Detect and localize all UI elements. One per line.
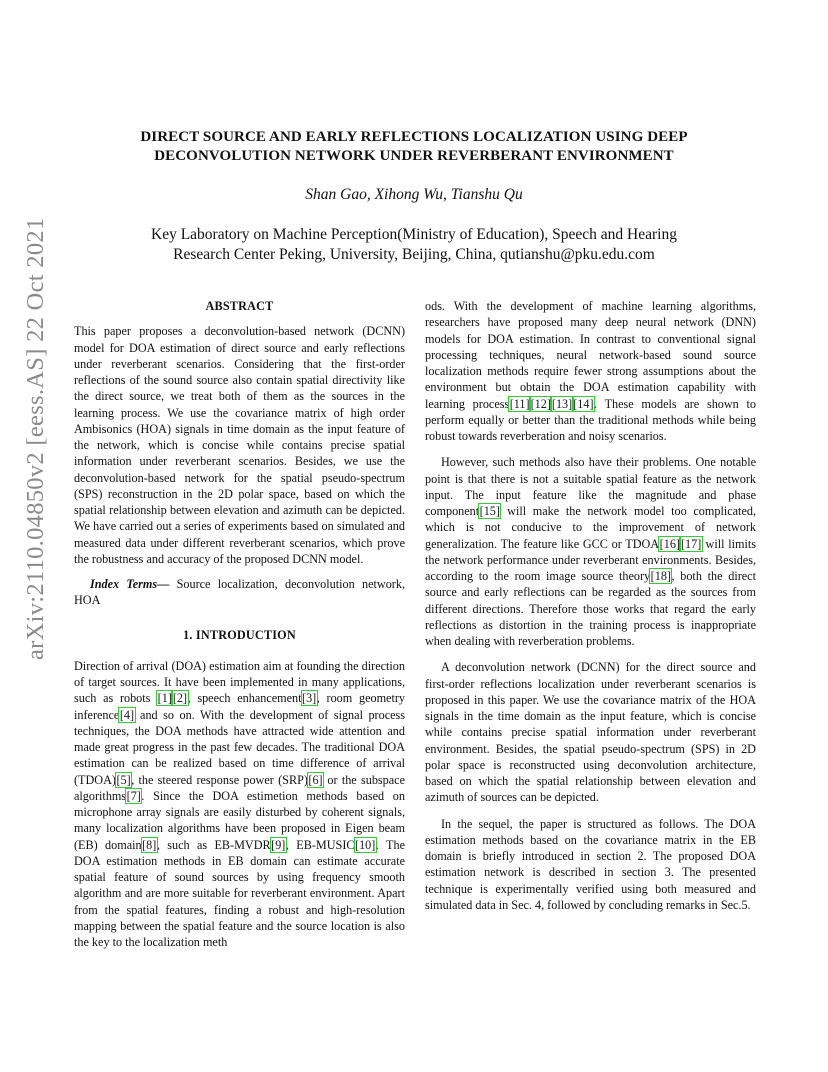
paper-title: [80, 128, 748, 166]
text-run: , room geometry inference: [74, 691, 405, 722]
citation-link[interactable]: [17]: [680, 536, 702, 551]
affiliation: [110, 225, 718, 265]
text-run: However, such methods also have their problems. One notable point is that there is not a suitable spatial feature as the network input. The input feature like the magnitude and phase component: [425, 455, 756, 518]
text-run: , both the direct source and early reflections can be regarded as the sources from different directions. Therefore those works that regard the early reflections as distortion in the training process is inappropriate when dealing with reverberation problems.: [425, 569, 756, 648]
citation-link[interactable]: [7]: [126, 788, 141, 803]
citation-link[interactable]: [11]: [509, 396, 530, 411]
text-run: will limits the network performance under reverberant environments. Besides, according to the room image source theory: [425, 536, 756, 583]
intro-paragraph-4: In the sequel, the paper is structured as follows. The DOA estimation methods based on the covariance matrix in the EB domain is briefly introduced in section 2. The proposed DOA estimation network is described in section 3. The presented technique is experimentally verified using both measured and simulated data in Sec. 4, followed by concluding remarks in Sec.5.: [425, 816, 756, 912]
index-terms-label: Index Terms—: [90, 577, 170, 591]
intro-paragraph-2: [425, 454, 756, 649]
authors: Shan Gao, Xihong Wu, Tianshu Qu: [305, 186, 523, 203]
citation-link[interactable]: [8]: [142, 837, 157, 852]
affiliation-line-1: Key Laboratory on Machine Perception(Ministry of Education), Speech and Hearing: [151, 226, 677, 243]
citation-link[interactable]: [3]: [302, 691, 317, 706]
citation-link[interactable]: [6]: [308, 772, 323, 787]
index-terms-text: Source localization, deconvolution network, HOA: [74, 577, 405, 608]
citation-link[interactable]: [5]: [116, 772, 131, 787]
intro-heading: 1. INTRODUCTION: [183, 627, 296, 642]
arxiv-stamp: arXiv:2110.04850v2 [eess.AS] 22 Oct 2021: [22, 217, 49, 660]
abstract-text: This paper proposes a deconvolution-based network (DCNN) model for DOA estimation of direct source and early reflections under reverberant scenarios. Considering that the first-order reflections of the sound source also contain spatial directivity like the direct source, we treat both of them as the sources in the learning process. We use the covariance matrix of high order Ambisonics (HOA) signals in time domain as the input feature of the network, which is concise while contains precise spatial information under reverberant scenarios. Besides, we use the deconvolution-based network for the spatial pseudo-spectrum (SPS) reconstruction in the 2D polar space, based on which the spatial relationship between elevation and azimuth can be depicted. We have carried out a series of experiments based on simulated and measured data under different reverberant scenarios, which prove the robustness and accuracy of the proposed DCNN model.: [74, 324, 405, 566]
left-column: [74, 298, 405, 950]
affiliation-line-2: Research Center Peking, University, Beijing, China, qutianshu@pku.edu.com: [173, 246, 655, 263]
intro-paragraph-1: [74, 658, 405, 951]
citation-link[interactable]: [14]: [573, 396, 594, 411]
abstract-heading: ABSTRACT: [205, 299, 274, 313]
text-run: Direction of arrival (DOA) estimation aim at founding the direction of target sources. It have been implemented in many applications, such as robots: [74, 658, 405, 706]
citation-link[interactable]: [1]: [157, 691, 172, 706]
citation-link[interactable]: [13]: [551, 396, 573, 411]
right-column: [425, 298, 756, 913]
intro-paragraph-1-cont: [425, 298, 756, 444]
text-run: . The DOA estimation methods in EB domain can estimate accurate spatial feature of sound sources by using frequency smooth algorithm and are more suitable for reverberant environment. Apart from the spatial features, finding a robust and high-resolution mapping between the spatial feature and the source location is also the key to the localization meth: [74, 837, 405, 949]
text-run: ods. With the development of machine learning algorithms, researchers have proposed many deep neural network (DNN) models for DOA estimation. In contrast to conventional signal processing techniques, neural network-based sound source localization methods require fewer strong assumptions about the environment but obtain the DOA estimation capability with learning process: [425, 299, 756, 411]
text-run: , such as EB-MVDR: [156, 837, 271, 852]
text-run: or the subspace algorithms: [74, 772, 405, 803]
citation-link[interactable]: [15]: [479, 504, 500, 518]
text-run: , speech enhancement: [187, 691, 302, 706]
title-line-1: DIRECT SOURCE AND EARLY REFLECTIONS LOCALIZATION USING DEEP: [140, 129, 688, 145]
citation-link[interactable]: [9]: [271, 837, 286, 852]
citation-link[interactable]: [18]: [650, 569, 671, 583]
title-line-2: DECONVOLUTION NETWORK UNDER REVERBERANT ENVIRONMENT: [154, 148, 674, 164]
text-run: will make the network model too complicated, which is not conducive to the improvement of network generalization. The feature like GCC or TDOA: [425, 504, 756, 551]
citation-link[interactable]: [2]: [172, 691, 188, 706]
text-run: . Since the DOA estimetion methods based on microphone array signals are easily disturbed by coherent signals, many localization algorithms have been proposed in Eigen beam (EB) domain: [74, 788, 405, 852]
text-run: , EB-MUSIC: [285, 837, 355, 852]
intro-paragraph-3: A deconvolution network (DCNN) for the direct source and first-order reflections localization under reverberant scenarios is proposed in this paper. We use the covariance matrix of the HOA signals in the time domain as the input feature, which is concise while contains precise spatial information under reverberant environment. Besides, the spatial pseudo-spectrum (SPS) in 2D polar space is reconstructed using deconvolution architecture, based on which the spatial relationship between elevation and azimuth of sources can be depicted.: [425, 660, 756, 805]
index-terms: [74, 576, 405, 609]
text-run: and so on. With the development of signal process techniques, the DOA methods have attracted wide attention and made great progress in the past few decades. The traditional DOA estimation can be realized based on time difference of arrival (TDOA): [74, 707, 405, 787]
citation-link[interactable]: [12]: [530, 396, 551, 411]
text-run: . These models are shown to perform equally or better than the traditional methods while being robust towards reverberation and noisy scenarios.: [425, 396, 756, 443]
text-run: , the steered response power (SRP): [131, 772, 308, 787]
citation-link[interactable]: [16]: [659, 536, 680, 551]
citation-link[interactable]: [4]: [119, 707, 135, 722]
citation-link[interactable]: [10]: [355, 837, 376, 852]
